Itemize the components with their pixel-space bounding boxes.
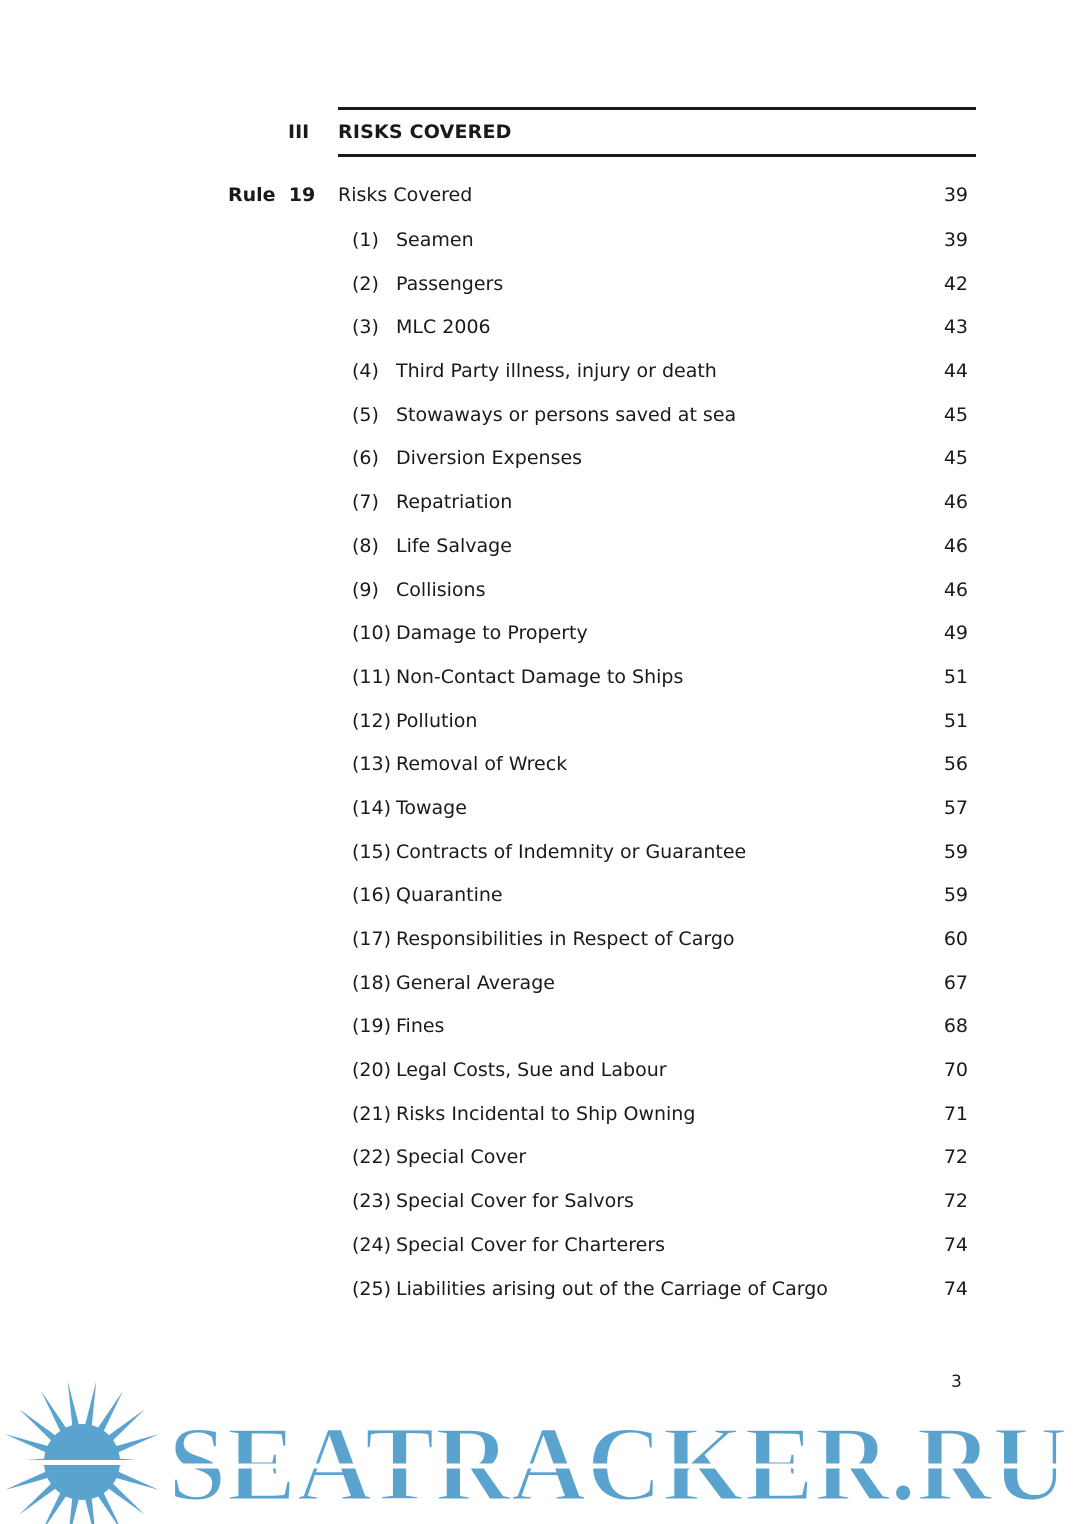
- toc-entry[interactable]: [352, 315, 968, 359]
- sun-ray: [19, 1409, 57, 1441]
- toc-entry-page: 71: [943, 1102, 968, 1125]
- toc-entry-page: 70: [943, 1059, 968, 1082]
- toc-entry-page: 59: [943, 840, 968, 863]
- sun-ray: [68, 1497, 79, 1524]
- toc-entry-number: (21): [352, 1102, 392, 1125]
- toc-entry-number: (3): [352, 316, 379, 339]
- toc-entry-number: (7): [352, 491, 379, 514]
- toc-entry-title[interactable]: Passengers: [396, 272, 504, 295]
- toc-entry-number: (1): [352, 229, 379, 251]
- toc-entry-title[interactable]: Responsibilities in Respect of Cargo: [396, 928, 735, 950]
- sun-ray: [5, 1434, 50, 1453]
- section-bottom-rule: [338, 154, 976, 157]
- sun-ray: [68, 1381, 79, 1427]
- toc-entry-page: 46: [943, 578, 968, 601]
- toc-entry-page: 42: [943, 272, 968, 295]
- toc-entry-title[interactable]: Towage: [396, 796, 467, 819]
- sun-ray: [19, 1482, 57, 1514]
- toc-entry[interactable]: [352, 446, 968, 490]
- toc-entry-page: 49: [943, 622, 968, 645]
- toc-entry-number: (4): [352, 360, 379, 383]
- toc-entry[interactable]: [352, 709, 968, 753]
- toc-entry-number: (11): [352, 665, 392, 688]
- toc-entry-title[interactable]: Quarantine: [396, 884, 503, 907]
- toc-entry-page: 56: [943, 753, 968, 776]
- toc-entry-page: 45: [943, 447, 968, 470]
- toc-entry-number: (10): [352, 622, 392, 645]
- toc-entry-number: (22): [352, 1146, 392, 1169]
- toc-entry-number: (16): [352, 884, 392, 907]
- toc-entry[interactable]: [352, 840, 968, 884]
- toc-entry[interactable]: [352, 272, 968, 316]
- sun-ray: [114, 1471, 159, 1490]
- sun-ray: [41, 1391, 67, 1433]
- toc-entry-title[interactable]: Legal Costs, Sue and Labour: [396, 1059, 667, 1082]
- toc-entry-number: (13): [352, 753, 392, 776]
- toc-entry-number: (2): [352, 272, 379, 295]
- toc-entry[interactable]: [352, 1102, 968, 1146]
- sun-ray: [97, 1391, 123, 1433]
- toc-entry[interactable]: [352, 796, 968, 840]
- toc-entry-title[interactable]: Stowaways or persons saved at sea: [396, 403, 737, 426]
- toc-entry-title[interactable]: Life Salvage: [396, 534, 512, 557]
- rule-page-number: 39: [943, 184, 968, 206]
- toc-entry-page: 60: [943, 928, 968, 950]
- toc-entry[interactable]: [352, 971, 968, 1015]
- toc-entry-number: (20): [352, 1059, 392, 1082]
- toc-entry-number: (24): [352, 1233, 392, 1256]
- toc-entry-number: (8): [352, 534, 379, 557]
- toc-entry-number: (17): [352, 928, 392, 950]
- sun-ray: [85, 1497, 96, 1524]
- toc-entry-title[interactable]: Diversion Expenses: [396, 447, 583, 470]
- toc-entry-page: 51: [943, 709, 968, 732]
- toc-entry[interactable]: [352, 665, 968, 709]
- toc-entry-page: 39: [943, 229, 968, 251]
- toc-entry-title[interactable]: Non-Contact Damage to Ships: [396, 665, 684, 688]
- toc-entry-title[interactable]: General Average: [396, 971, 555, 994]
- toc-entry-title[interactable]: Liabilities arising out of the Carriage of Cargo: [396, 1277, 828, 1300]
- section-title: RISKS COVERED: [338, 121, 512, 143]
- toc-entry[interactable]: [352, 359, 968, 403]
- toc-entry-page: 74: [943, 1233, 968, 1256]
- rule-label: Rule 19: [228, 184, 316, 206]
- toc-entry-number: (18): [352, 971, 392, 994]
- sun-ray: [5, 1471, 50, 1490]
- toc-entry[interactable]: [352, 1233, 968, 1277]
- toc-entry-page: 45: [943, 403, 968, 426]
- toc-entry-page: 67: [943, 971, 968, 994]
- toc-entry[interactable]: [352, 490, 968, 534]
- toc-entry-title[interactable]: Fines: [396, 1015, 445, 1038]
- toc-entry[interactable]: [352, 1277, 968, 1321]
- toc-entry-page: 51: [943, 665, 968, 688]
- toc-entry[interactable]: [352, 621, 968, 665]
- toc-entry-number: (15): [352, 840, 392, 863]
- section-top-rule: [338, 107, 976, 110]
- toc-entry-page: 72: [943, 1146, 968, 1169]
- toc-entry-number: (5): [352, 403, 379, 426]
- toc-entry-title[interactable]: Removal of Wreck: [396, 753, 568, 776]
- sun-ray: [97, 1491, 123, 1524]
- toc-entry-number: (23): [352, 1190, 392, 1213]
- toc-entry[interactable]: [352, 1145, 968, 1189]
- sun-ray: [85, 1381, 96, 1427]
- toc-entry-title[interactable]: Risks Incidental to Ship Owning: [396, 1102, 696, 1125]
- watermark: [0, 1362, 1080, 1524]
- toc-entry-page: 74: [943, 1277, 968, 1300]
- toc-entry-page: 68: [943, 1015, 968, 1038]
- sun-ray: [41, 1491, 67, 1524]
- page-number: 3: [951, 1372, 962, 1392]
- toc-entry-number: (12): [352, 709, 392, 732]
- toc-entry[interactable]: [352, 403, 968, 447]
- toc-entry-title[interactable]: Pollution: [396, 709, 478, 732]
- toc-entry-title[interactable]: Special Cover: [396, 1146, 527, 1169]
- sun-ray: [107, 1482, 145, 1514]
- toc-entry-page: 46: [943, 491, 968, 514]
- toc-entry-page: 43: [943, 316, 968, 339]
- toc-entry[interactable]: [352, 1058, 968, 1102]
- toc-entry-page: 72: [943, 1190, 968, 1213]
- toc-entry-number: (14): [352, 796, 392, 819]
- toc-entry-title[interactable]: Special Cover for Salvors: [396, 1190, 634, 1213]
- toc-entry-page: 59: [943, 884, 968, 907]
- toc-entry[interactable]: [352, 752, 968, 796]
- toc-entry[interactable]: [352, 534, 968, 578]
- toc-entry-title[interactable]: Repatriation: [396, 491, 513, 514]
- toc-entry-number: (9): [352, 578, 379, 601]
- section-number: III: [288, 121, 310, 143]
- watermark-text: SEATRACKER.RU: [168, 1405, 1068, 1524]
- sun-ray: [114, 1434, 159, 1453]
- toc-entry-page: 46: [943, 534, 968, 557]
- toc-entry-number: (25): [352, 1277, 392, 1300]
- toc-entry[interactable]: [352, 1014, 968, 1058]
- toc-entry-title[interactable]: Third Party illness, injury or death: [396, 360, 717, 383]
- toc-entry[interactable]: [352, 578, 968, 622]
- toc-entry[interactable]: [352, 228, 968, 272]
- toc-entry-page: 44: [943, 360, 968, 383]
- sun-ray: [107, 1409, 145, 1441]
- toc-entry[interactable]: [352, 883, 968, 927]
- toc-entry-title[interactable]: MLC 2006: [396, 316, 491, 339]
- toc-entry-title[interactable]: Seamen: [396, 229, 474, 251]
- toc-entry-page: 57: [943, 796, 968, 819]
- toc-entry-title[interactable]: Special Cover for Charterers: [396, 1233, 666, 1256]
- toc-entry[interactable]: [352, 927, 968, 971]
- toc-list: [352, 228, 968, 1320]
- toc-entry[interactable]: [352, 1189, 968, 1233]
- toc-entry-title[interactable]: Contracts of Indemnity or Guarantee: [396, 840, 747, 863]
- toc-entry-number: (19): [352, 1015, 392, 1038]
- sun-icon: [0, 1381, 170, 1524]
- rule-title[interactable]: Risks Covered: [338, 184, 473, 206]
- toc-entry-title[interactable]: Collisions: [396, 578, 486, 601]
- toc-entry-number: (6): [352, 447, 379, 470]
- toc-entry-title[interactable]: Damage to Property: [396, 622, 588, 645]
